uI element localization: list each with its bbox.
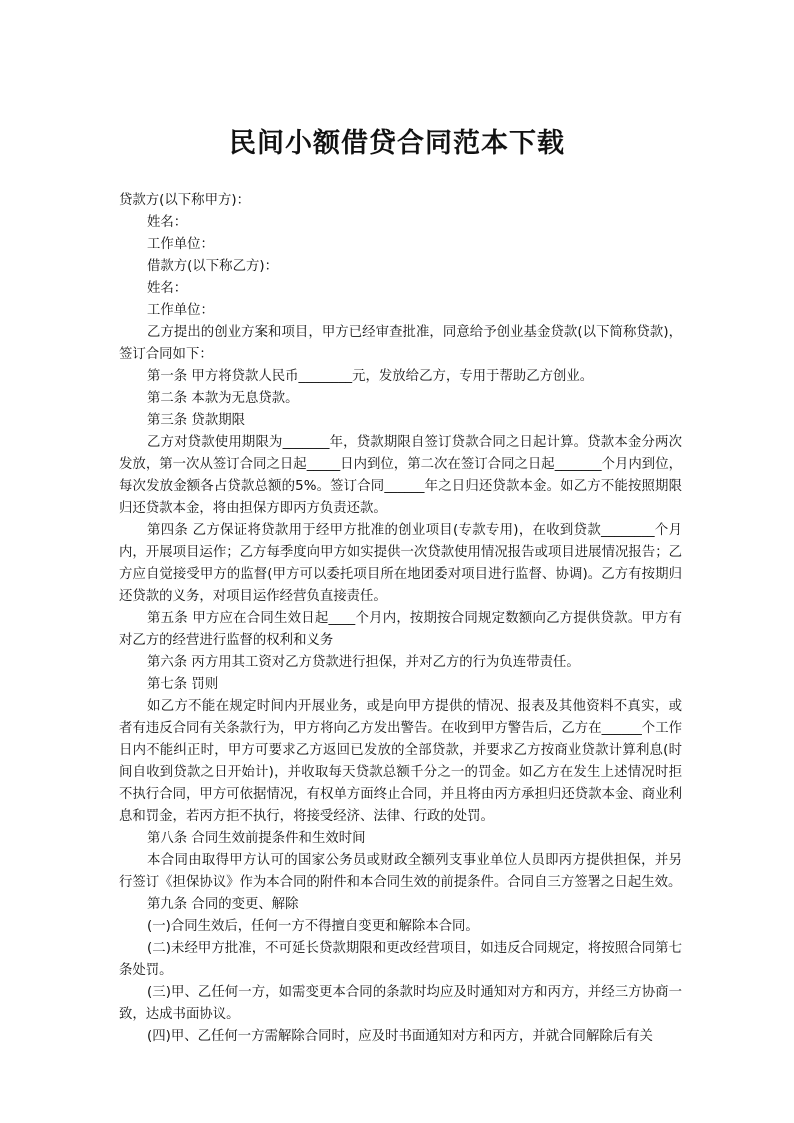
article-9-item-2: (二)未经甲方批准，不可延长贷款期限和更改经营项目，如违反合同规定，将按照合同第七条处罚。 <box>119 941 682 978</box>
borrower-label: 借款方(以下称乙方)： <box>147 259 278 274</box>
document-title: 民间小额借贷合同范本下载 <box>229 128 565 159</box>
article-3-heading: 第三条 贷款期限 <box>147 413 245 428</box>
article-8-heading: 第八条 合同生效前提条件和生效时间 <box>147 831 366 846</box>
article-4: 第四条 乙方保证将贷款用于经甲方批准的创业项目(专款专用)，在收到贷款________个月内，开展项目运作；乙方每季度向甲方如实提供一次贷款使用情况报告或项目进展情况报告；乙方应自觉接受甲方的监督(甲方可以委托项目所在地团委对项目进行监督、协调)。乙方有按期归还贷款的义务，对项目运作经营负直接责任。 <box>119 523 682 604</box>
article-9-item-1: (一)合同生效后，任何一方不得擅自变更和解除本合同。 <box>147 919 479 934</box>
borrower-name-label: 姓名： <box>147 281 188 296</box>
contract-body <box>119 190 682 1048</box>
lender-label: 贷款方(以下称甲方)： <box>119 193 250 208</box>
article-7-body: 如乙方不能在规定时间内开展业务，或是向甲方提供的情况、报表及其他资料不真实，或者有违反合同有关条款行为，甲方将向乙方发出警告。在收到甲方警告后，乙方在______个工作日内不能纠正时，甲方可要求乙方返回已发放的全部贷款，并要求乙方按商业贷款计算利息(时间自收到贷款之日开始计)，并收取每天贷款总额千分之一的罚金。如乙方在发生上述情况时拒不执行合同，甲方可依据情况，有权单方面终止合同，并且将由丙方承担归还贷款本金、商业利息和罚金，若丙方拒不执行，将接受经济、法律、行政的处罚。 <box>119 699 682 824</box>
article-8-body: 本合同由取得甲方认可的国家公务员或财政全额列支事业单位人员即丙方提供担保，并另行签订《担保协议》作为本合同的附件和本合同生效的前提条件。合同自三方签署之日起生效。 <box>119 853 682 890</box>
article-9-item-3: (三)甲、乙任何一方，如需变更本合同的条款时均应及时通知对方和丙方，并经三方协商一致，达成书面协议。 <box>119 985 682 1022</box>
article-9-item-4: (四)甲、乙任何一方需解除合同时，应及时书面通知对方和丙方，并就合同解除后有关 <box>147 1029 653 1044</box>
intro-paragraph: 乙方提出的创业方案和项目，甲方已经审查批准，同意给予创业基金贷款(以下简称贷款)，签订合同如下： <box>119 325 682 362</box>
article-2: 第二条 本款为无息贷款。 <box>147 391 299 406</box>
article-7-heading: 第七条 罚则 <box>147 677 219 692</box>
article-1: 第一条 甲方将贷款人民币________元，发放给乙方，专用于帮助乙方创业。 <box>147 369 594 384</box>
article-3-body: 乙方对贷款使用期限为_______年，贷款期限自签订贷款合同之日起计算。贷款本金分两次发放，第一次从签订合同之日起_____日内到位，第二次在签订合同之日起_______个月内到位，每次发放金额各占贷款总额的5%。签订合同______年之日归还贷款本金。如乙方不能按照期限归还贷款本金，将由担保方即丙方负责还款。 <box>119 435 682 516</box>
lender-name-label: 姓名： <box>147 215 188 230</box>
lender-unit-label: 工作单位： <box>147 237 214 252</box>
article-6: 第六条 丙方用其工资对乙方贷款进行担保，并对乙方的行为负连带责任。 <box>147 655 580 670</box>
article-9-heading: 第九条 合同的变更、解除 <box>147 897 299 912</box>
article-5: 第五条 甲方应在合同生效日起____个月内，按期按合同规定数额向乙方提供贷款。甲方有对乙方的经营进行监督的权利和义务 <box>119 611 682 648</box>
borrower-unit-label: 工作单位： <box>147 303 214 318</box>
